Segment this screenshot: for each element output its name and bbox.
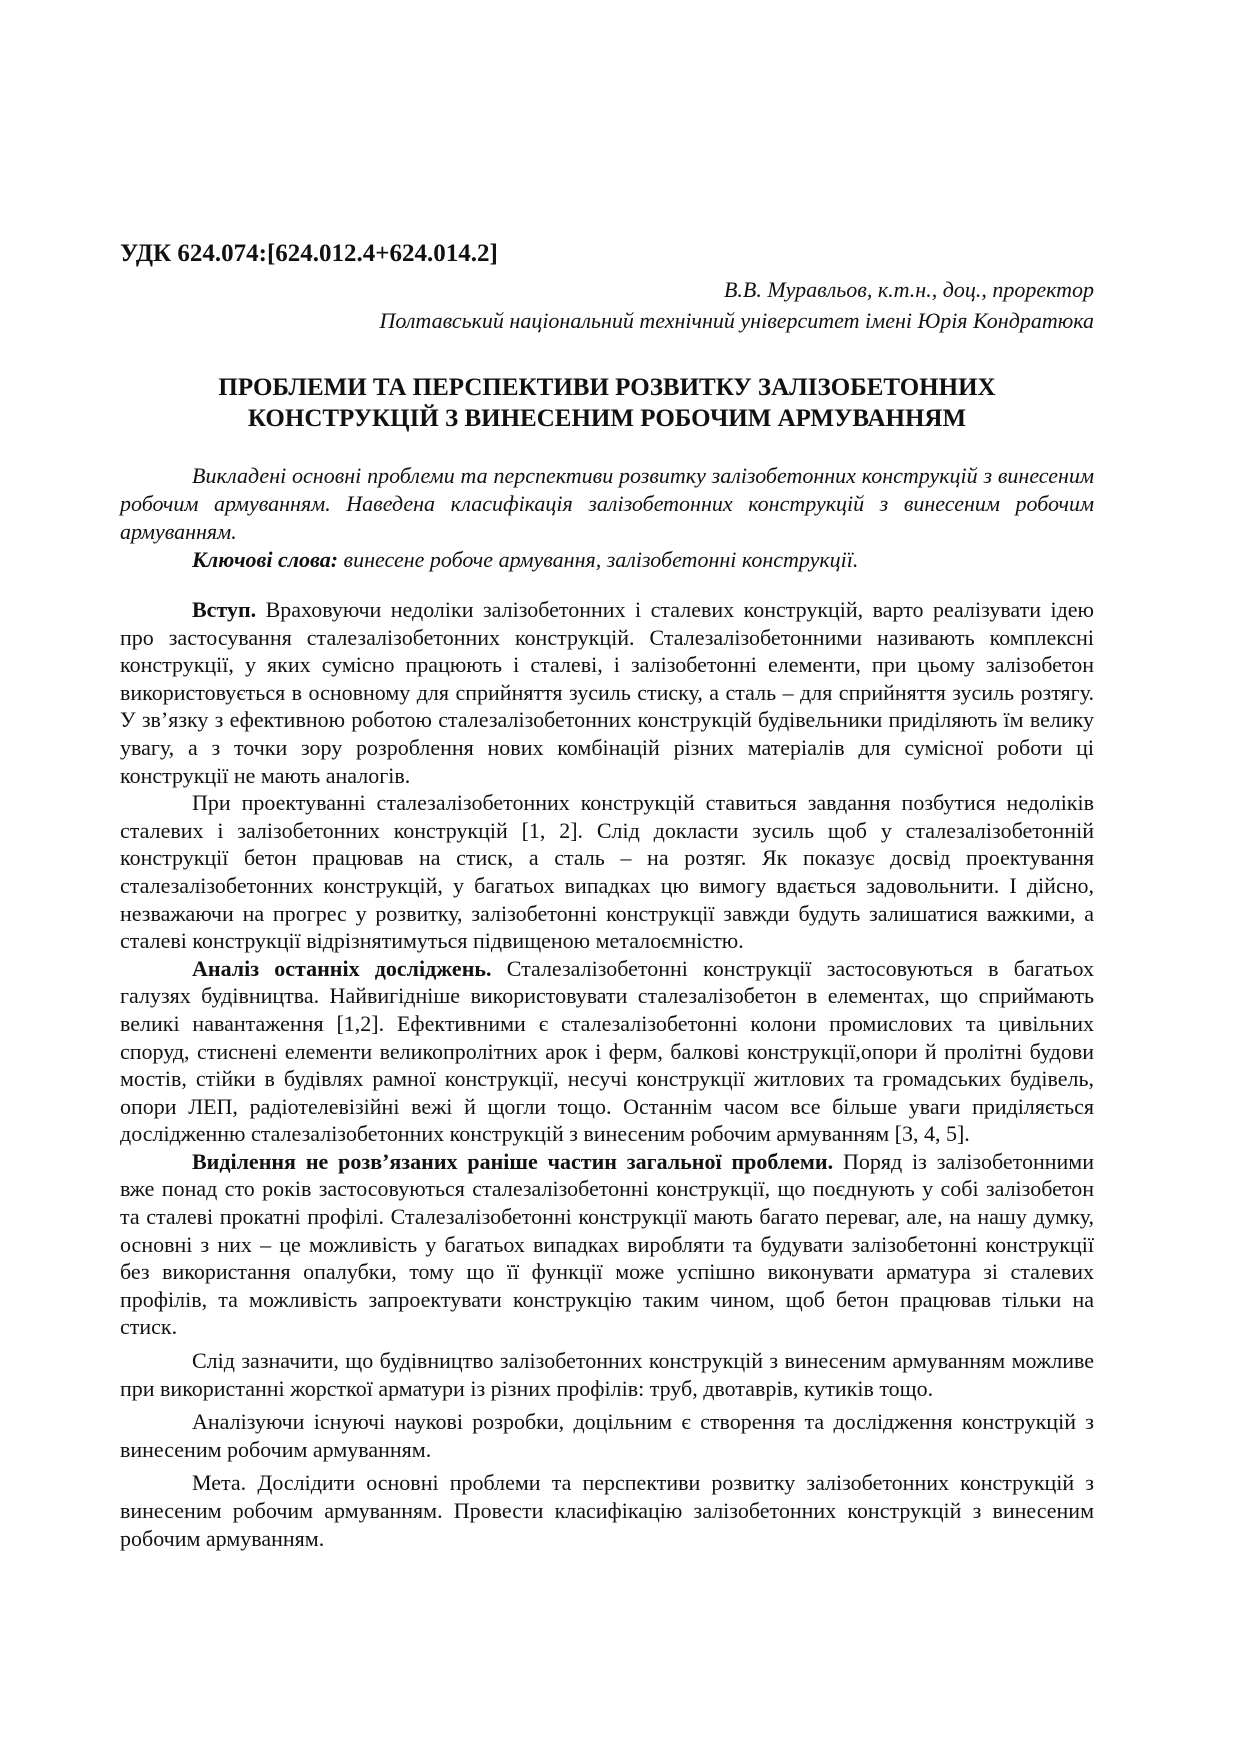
keywords-text: винесене робоче армування, залізобетонні конструкції. bbox=[338, 547, 859, 572]
title-line-2: КОНСТРУКЦІЙ З ВИНЕСЕНИМ РОБОЧИМ АРМУВАННЯМ bbox=[247, 405, 967, 432]
abstract: Викладені основні проблеми та перспективи розвитку залізобетонних конструкцій з винесеним робочим армуванням. Наведена класифікація залізобетонних конструкцій з винесеним робочим армуванням. bbox=[120, 463, 1094, 544]
udc-code: УДК 624.074:[624.012.4+624.014.2] bbox=[120, 240, 498, 267]
paragraph-analysis bbox=[120, 955, 1094, 1148]
affiliation-line: Полтавський національний технічний університет імені Юрія Кондратюка bbox=[379, 308, 1094, 333]
paragraph-text: Сталезалізобетонні конструкції застосовуються в багатьох галузях будівництва. Найвигідніше використовувати сталезалізобетон в елементах, що сприймають великі навантаження [1,2]. Ефективними є сталезалізобетонні колони промислових та цивільних споруд, стиснені елементи великопролітних арок і ферм, балкові конструкції,опори й пролітні будови мостів, стійки в будівлях рамної конструкції, несучі конструкції житлових та громадських будівель, опори ЛЕП, радіотелевізійні вежі й щогли тощо. Останнім часом все більше уваги приділяється дослідженню сталезалізобетонних конструкцій з винесеним робочим армуванням [3, 4, 5]. bbox=[120, 955, 1094, 1147]
author-line: В.В. Муравльов, к.т.н., доц., проректор bbox=[723, 277, 1094, 302]
paragraph-text: Враховуючи недоліки залізобетонних і сталевих конструкцій, варто реалізувати ідею про застосування сталезалізобетонних конструкцій. Сталезалізобетонними називають комплексні конструкції, у яких сумісно працюють і сталеві, і залізобетонні елементи, при цьому залізобетон використовується в основному для сприйняття зусиль стиску, а сталь – для сприйняття зусиль розтягу. У зв’язку з ефективною роботою сталезалізобетонних конструкцій будівельники приділяють їм велику увагу, а з точки зору розроблення нових комбінацій різних матеріалів для сумісної роботи ці конструкції не мають аналогів. bbox=[120, 597, 1094, 788]
paragraph-problems bbox=[120, 1148, 1094, 1341]
paragraph-design: При проектуванні сталезалізобетонних конструкцій ставиться завдання позбутися недоліків сталевих і залізобетонних конструкцій [1, 2]. Слід докласти зусиль щоб у сталезалізобетонній конструкції бетон працював на стиск, а сталь – на розтяг. Як показує досвід проектування сталезалізобетонних конструкцій, у багатьох випадках цю вимогу вдається задовольнити. І дійсно, незважаючи на прогрес у розвитку, залізобетонні конструкції завжди будуть залишатися важкими, а сталеві конструкції відрізнятимуться підвищеною металоємністю. bbox=[120, 790, 1094, 954]
section-heading-problems: Виділення не розв’язаних раніше частин загальної проблеми. bbox=[192, 1148, 834, 1174]
keywords bbox=[120, 546, 1094, 574]
title-line-1: ПРОБЛЕМИ ТА ПЕРСПЕКТИВИ РОЗВИТКУ ЗАЛІЗОБЕТОННИХ bbox=[218, 374, 996, 401]
article-title bbox=[120, 372, 1094, 434]
section-heading-analysis: Аналіз останніх досліджень. bbox=[192, 955, 492, 981]
keywords-label: Ключові слова: bbox=[192, 547, 339, 572]
paragraph-text: Поряд із залізобетонними вже понад сто років застосовуються сталезалізобетонні конструкції, що поєднують у собі залізобетон та сталеві прокатні профілі. Сталезалізобетонні конструкції мають багато переваг, але, на нашу думку, основні з них – це можливість у багатьох випадках виробляти та будувати залізобетонні конструкції без використання опалубки, тому що її функції може успішно виконувати арматура зі сталевих профілів, та можливість запроектувати конструкцію таким чином, щоб бетон працював тільки на стиск. bbox=[120, 1148, 1095, 1340]
paragraph-note: Слід зазначити, що будівництво залізобетонних конструкцій з винесеним армуванням можливе при використанні жорсткої арматури із різних профілів: труб, двотаврів, кутиків тощо. bbox=[120, 1348, 1094, 1401]
paragraph-analysis-conclusion: Аналізуючи існуючі наукові розробки, доцільним є створення та дослідження конструкцій з винесеним робочим армуванням. bbox=[120, 1409, 1094, 1462]
document-page bbox=[120, 238, 1094, 1552]
section-heading-intro: Вступ. bbox=[192, 597, 257, 622]
paragraph-intro bbox=[120, 596, 1094, 789]
paragraph-goal: Мета. Дослідити основні проблеми та перспективи розвитку залізобетонних конструкцій з винесеним робочим армуванням. Провести класифікацію залізобетонних конструкцій з винесеним робочим армуванням. bbox=[120, 1470, 1094, 1551]
